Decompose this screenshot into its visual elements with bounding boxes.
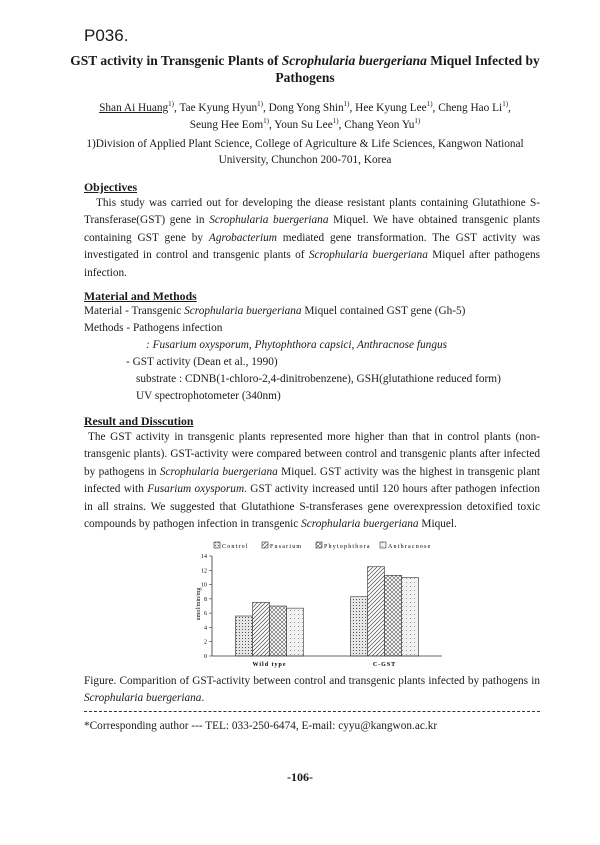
y-tick-label: 2 xyxy=(204,639,207,646)
bar xyxy=(236,616,253,656)
author: Tae Kyung Hyun$^{1)}$ xyxy=(179,100,263,114)
bar xyxy=(287,608,304,656)
bar xyxy=(368,567,385,656)
legend-label: Phytophthora xyxy=(324,544,371,550)
gst-activity-chart xyxy=(190,538,450,670)
results-text: The GST activity in transgenic plants represented more higher than that in control plants (non-transgenic plants). GST-activity were compared between control and transgenic plants after infected by pathogens in Scrophularia buergeriana Miquel. GST activity was the highest in transgenic plant infected with Fusarium oxysporum. GST activity increased until 120 hours after pathogen infection in all strains. We suggested that Glutathione S-transferases gene overexpression detoxified toxic compounds by pathogen infection in transgenic Scrophularia buergeriana Miquel. xyxy=(84,431,540,531)
y-axis xyxy=(201,554,212,660)
y-tick-label: 8 xyxy=(204,596,207,603)
y-tick-label: 14 xyxy=(201,554,207,560)
legend-label: Control xyxy=(222,544,249,550)
legend-swatch xyxy=(214,542,220,548)
author: Shan Ai Huang$^{1)}$ xyxy=(99,100,175,114)
page-number: -106- xyxy=(287,770,313,784)
y-tick-label: 0 xyxy=(204,654,207,660)
legend-swatch xyxy=(316,542,322,548)
material-line: Material - Transgenic Scrophularia buergeriana Miquel contained GST gene (Gh-5) xyxy=(84,305,466,317)
author: Seung Hee Eom$^{1)}$ xyxy=(189,117,269,131)
x-tick-label: C-GST xyxy=(372,662,397,668)
x-axis xyxy=(212,656,442,668)
pathogens-line: : Fusarium oxysporum, Phytophthora capsici, Anthracnose fungus xyxy=(146,339,448,351)
methods-heading: Material and Methods xyxy=(84,289,197,303)
methods-line: Methods - Pathogens infection xyxy=(84,322,223,334)
figure-caption: Figure. Comparition of GST-activity between control and transgenic plants infected by pathogens in Scrophularia buergeriana. xyxy=(84,675,540,704)
legend-label: Anthracnose xyxy=(388,544,432,550)
separator xyxy=(84,711,540,712)
objectives-heading: Objectives xyxy=(84,180,138,194)
substrate-line: substrate : CDNB(1-chloro-2,4-dinitrobenzene), GSH(glutathione reduced form) xyxy=(136,373,501,385)
bar xyxy=(385,575,402,656)
title-part-b: Miquel Infected by Pathogens xyxy=(275,53,540,85)
corresponding-author: *Corresponding author --- TEL: 033-250-6474, E-mail: cyyu@kangwon.ac.kr xyxy=(84,720,438,732)
author: Chang Yeon Yu$^{1)}$ xyxy=(344,117,421,131)
results-heading: Result and Disscution xyxy=(84,414,194,428)
paper-title xyxy=(70,52,540,86)
author: Hee Kyung Lee$^{1)}$ xyxy=(355,100,433,114)
legend-label: Fusarium xyxy=(270,544,303,550)
y-tick-label: 10 xyxy=(201,582,207,589)
bar-group xyxy=(236,567,419,656)
title-species: Scrophularia buergeriana xyxy=(281,53,427,68)
chart-legend xyxy=(214,542,432,550)
title-part-a: GST activity in Transgenic Plants of xyxy=(70,53,282,68)
author: Youn Su Lee$^{1)}$ xyxy=(274,117,339,131)
bar xyxy=(402,577,419,656)
gst-activity-line: - GST activity (Dean et al., 1990) xyxy=(126,356,278,368)
author: Cheng Hao Li$^{1)}$ xyxy=(438,100,509,114)
objectives-text: This study was carried out for developing the diease resistant plants containing Glutathione S-Transferase(GST) gene in Scrophularia buergeriana Miquel. We have obtained transgenic plants containing GST gene by Agrobacterium mediated gene transformation. The GST activity was investigated in control and transgenic plants of Scrophularia buergeriana Miquel after pathogens infection. xyxy=(84,197,540,279)
y-axis-label: umol/min/mg xyxy=(196,587,202,621)
legend-swatch xyxy=(262,542,268,548)
affiliation: 1)Division of Applied Plant Science, College of Agriculture & Life Sciences, Kangwon National University, Chunchon 200-701, Korea xyxy=(86,138,524,166)
y-tick-label: 4 xyxy=(204,625,207,632)
x-tick-label: Wild type xyxy=(252,662,287,668)
bar xyxy=(351,597,368,656)
y-tick-label: 12 xyxy=(201,568,207,575)
author-list: Shan Ai Huang$^{1)}$, Tae Kyung Hyun$^{1)}$, Dong Yong Shin$^{1)}$, Hee Kyung Lee$^{1)}$, Cheng Hao Li$^{1)}$, Seung Hee Eom$^{1)}$, Youn Su Lee$^{1)}$, Chang Yeon Yu$^{1)}$ xyxy=(99,100,511,131)
bar xyxy=(253,602,270,656)
bar xyxy=(270,606,287,656)
author: Dong Yong Shin$^{1)}$ xyxy=(268,100,350,114)
y-tick-label: 6 xyxy=(204,611,207,618)
legend-swatch xyxy=(380,542,386,548)
poster-code: P036. xyxy=(84,26,129,45)
uv-line: UV spectrophotometer (340nm) xyxy=(136,390,281,402)
